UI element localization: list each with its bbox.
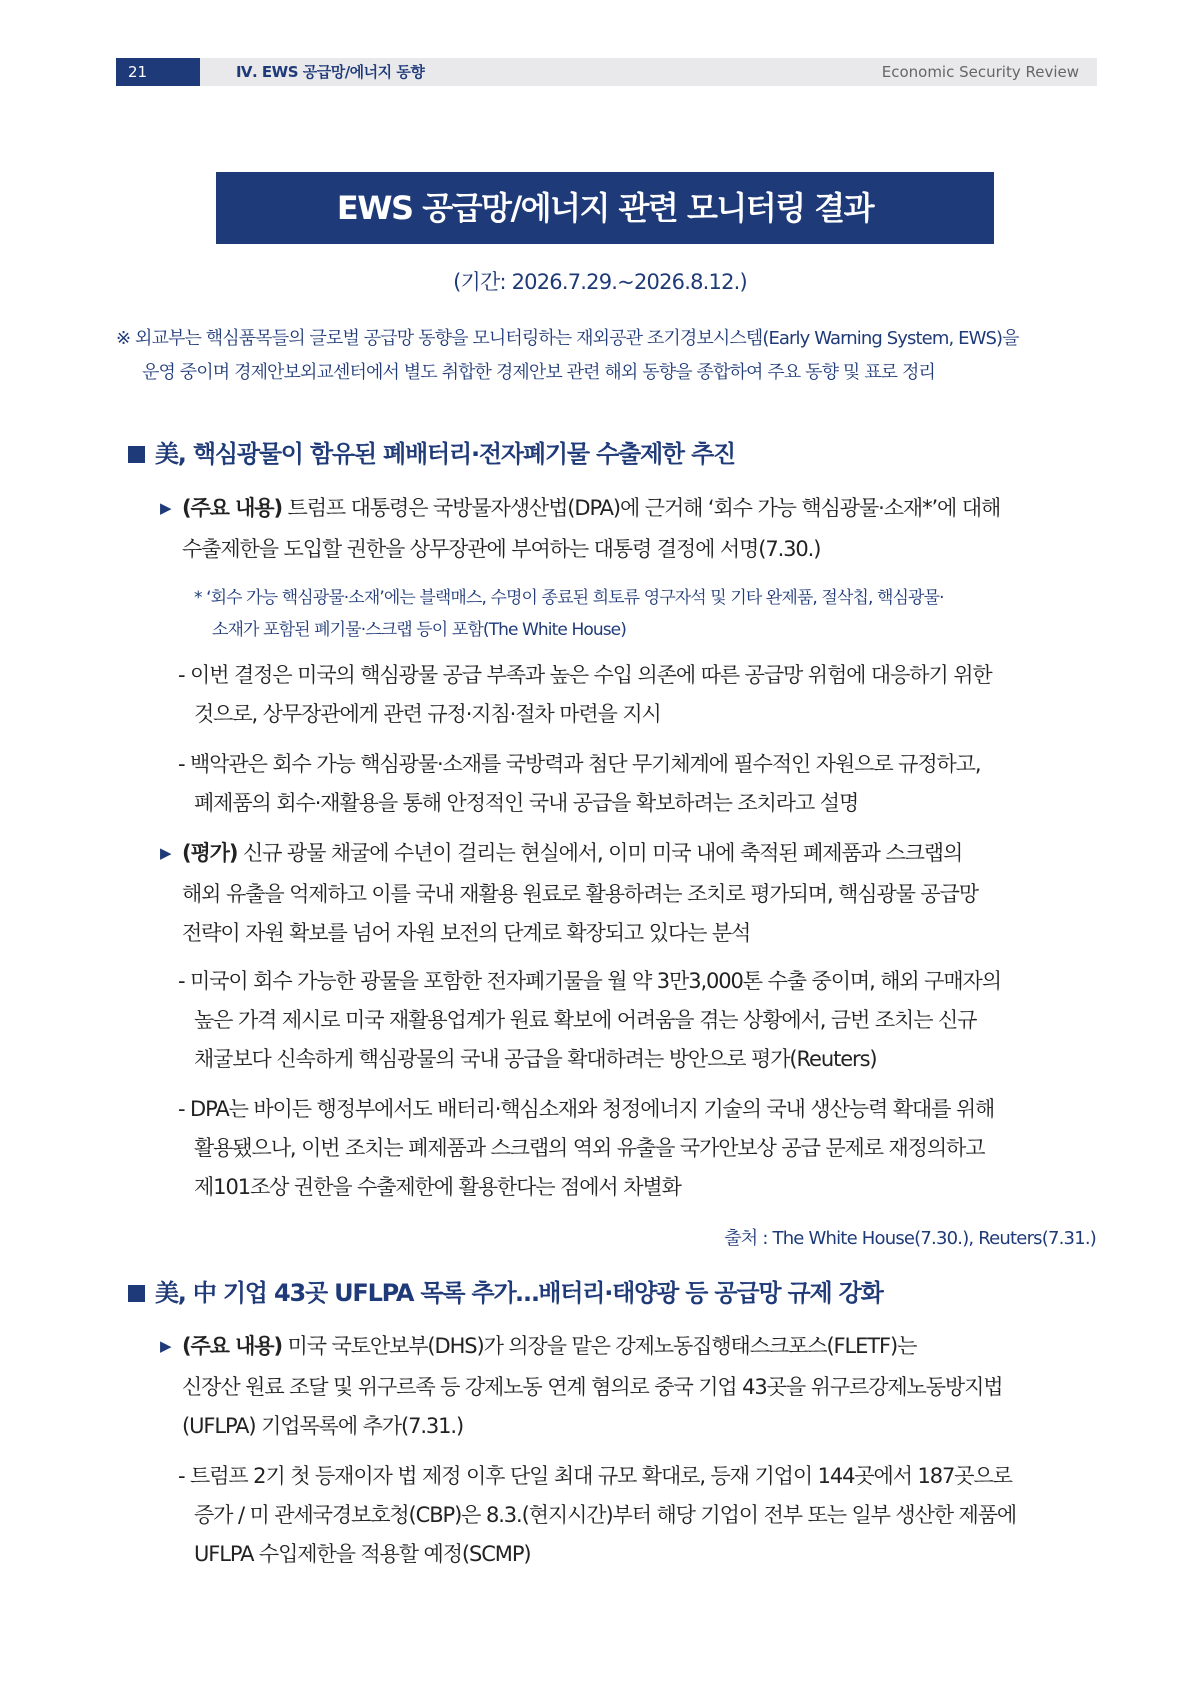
sub-bullet-line: 활용됐으나, 이번 조치는 폐제품과 스크랩의 역외 유출을 국가안보상 공급 문제로 재정의하고 [194, 1136, 985, 1160]
footnote-line: 소재가 포함된 폐기물·스크랩 등이 포함(The White House) [212, 620, 626, 640]
sub-bullet-line: 폐제품의 회수·재활용을 통해 안정적인 국내 공급을 확보하려는 조치라고 설명 [194, 791, 859, 815]
sub-bullet-line: - 이번 결정은 미국의 핵심광물 공급 부족과 높은 수입 의존에 따른 공급망 위험에 대응하기 위한 [178, 663, 992, 687]
section-heading-text: 美, 핵심광물이 함유된 폐배터리·전자폐기물 수출제한 추진 [155, 440, 736, 468]
paragraph-lead: (평가) [182, 841, 238, 865]
page-number: 21 [116, 58, 200, 86]
page-header [116, 58, 1097, 86]
sub-bullet-line: 증가 / 미 관세국경보호청(CBP)은 8.3.(현지시간)부터 해당 기업이 전부 또는 일부 생산한 제품에 [194, 1503, 1017, 1527]
paragraph-text: 해외 유출을 억제하고 이를 국내 재활용 원료로 활용하려는 조치로 평가되며, 핵심광물 공급망 [182, 882, 978, 906]
sub-bullet [178, 745, 1096, 823]
triangle-bullet-icon: ▶ [160, 844, 171, 862]
paragraph-text: 신규 광물 채굴에 수년이 걸리는 현실에서, 이미 미국 내에 축적된 폐제품과 스크랩의 [237, 841, 963, 865]
source-citation: 출처 : The White House(7.30.), Reuters(7.31.) [724, 1228, 1096, 1249]
paragraph-lead: (주요 내용) [182, 496, 282, 520]
sub-bullet-line: 제101조상 권한을 수출제한에 활용한다는 점에서 차별화 [194, 1175, 681, 1199]
sub-bullet-line: - 트럼프 2기 첫 등재이자 법 제정 이후 단일 최대 규모 확대로, 등재 기업이 144곳에서 187곳으로 [178, 1464, 1012, 1488]
sub-bullet-line: 높은 가격 제시로 미국 재활용업계가 원료 확보에 어려움을 겪는 상황에서, 금번 조치는 신규 [194, 1008, 977, 1032]
paragraph-text: 미국 국토안보부(DHS)가 의장을 맡은 강제노동집행태스크포스(FLETF)는 [281, 1334, 917, 1358]
triangle-bullet-icon: ▶ [160, 499, 171, 517]
triangle-bullet-icon: ▶ [160, 1337, 171, 1355]
square-bullet-icon [128, 446, 145, 463]
section-heading [128, 1277, 883, 1309]
main-content-paragraph [160, 489, 1096, 569]
intro-note-line: ※ 외교부는 핵심품목들의 글로벌 공급망 동향을 모니터링하는 재외공관 조기경보시스템(Early Warning System, EWS)을 [116, 328, 1019, 349]
sub-bullet [178, 656, 1096, 734]
square-bullet-icon [128, 1285, 145, 1302]
evaluation-paragraph [160, 834, 1096, 953]
section-heading [128, 438, 735, 470]
sub-bullet [178, 1457, 1096, 1574]
monitoring-period: (기간: 2026.7.29.~2026.8.12.) [453, 270, 747, 294]
section-heading-text: 美, 中 기업 43곳 UFLPA 목록 추가…배터리·태양광 등 공급망 규제 강화 [155, 1279, 883, 1307]
intro-note-line: 운영 중이며 경제안보외교센터에서 별도 취합한 경제안보 관련 해외 동향을 종합하여 주요 동향 및 표로 정리 [142, 362, 935, 383]
sub-bullet [178, 962, 1096, 1079]
paragraph-text: 트럼프 대통령은 국방물자생산법(DPA)에 근거해 ‘회수 가능 핵심광물·소재*’에 대해 [281, 496, 1001, 520]
sub-bullet-line: 것으로, 상무장관에게 관련 규정·지침·절차 마련을 지시 [194, 702, 661, 726]
sub-bullet-line: - 미국이 회수 가능한 광물을 포함한 전자폐기물을 월 약 3만3,000톤 수출 중이며, 해외 구매자의 [178, 969, 1001, 993]
sub-bullet-line: UFLPA 수입제한을 적용할 예정(SCMP) [194, 1542, 531, 1566]
main-content-paragraph [160, 1327, 1096, 1446]
section-label: Ⅳ. EWS 공급망/에너지 동향 [236, 63, 425, 81]
page-title: EWS 공급망/에너지 관련 모니터링 결과 [216, 172, 994, 244]
paragraph-text: 수출제한을 도입할 권한을 상무장관에 부여하는 대통령 결정에 서명(7.30.) [182, 537, 821, 561]
sub-bullet-line: - DPA는 바이든 행정부에서도 배터리·핵심소재와 청정에너지 기술의 국내 생산능력 확대를 위해 [178, 1097, 995, 1121]
sub-bullet-line: - 백악관은 회수 가능 핵심광물·소재를 국방력과 첨단 무기체계에 필수적인 자원으로 규정하고, [178, 752, 981, 776]
footnote [194, 582, 1096, 646]
footnote-line: * ‘회수 가능 핵심광물·소재’에는 블랙매스, 수명이 종료된 희토류 영구자석 및 기타 완제품, 절삭칩, 핵심광물· [194, 588, 944, 608]
intro-note [116, 322, 1096, 390]
sub-bullet [178, 1090, 1096, 1207]
journal-name: Economic Security Review [881, 63, 1079, 81]
sub-bullet-line: 채굴보다 신속하게 핵심광물의 국내 공급을 확대하려는 방안으로 평가(Reuters) [194, 1047, 877, 1071]
paragraph-text: 신장산 원료 조달 및 위구르족 등 강제노동 연계 혐의로 중국 기업 43곳을 위구르강제노동방지법 [182, 1375, 1003, 1399]
paragraph-lead: (주요 내용) [182, 1334, 282, 1358]
paragraph-text: 전략이 자원 확보를 넘어 자원 보전의 단계로 확장되고 있다는 분석 [182, 921, 751, 945]
paragraph-text: (UFLPA) 기업목록에 추가(7.31.) [182, 1414, 464, 1438]
